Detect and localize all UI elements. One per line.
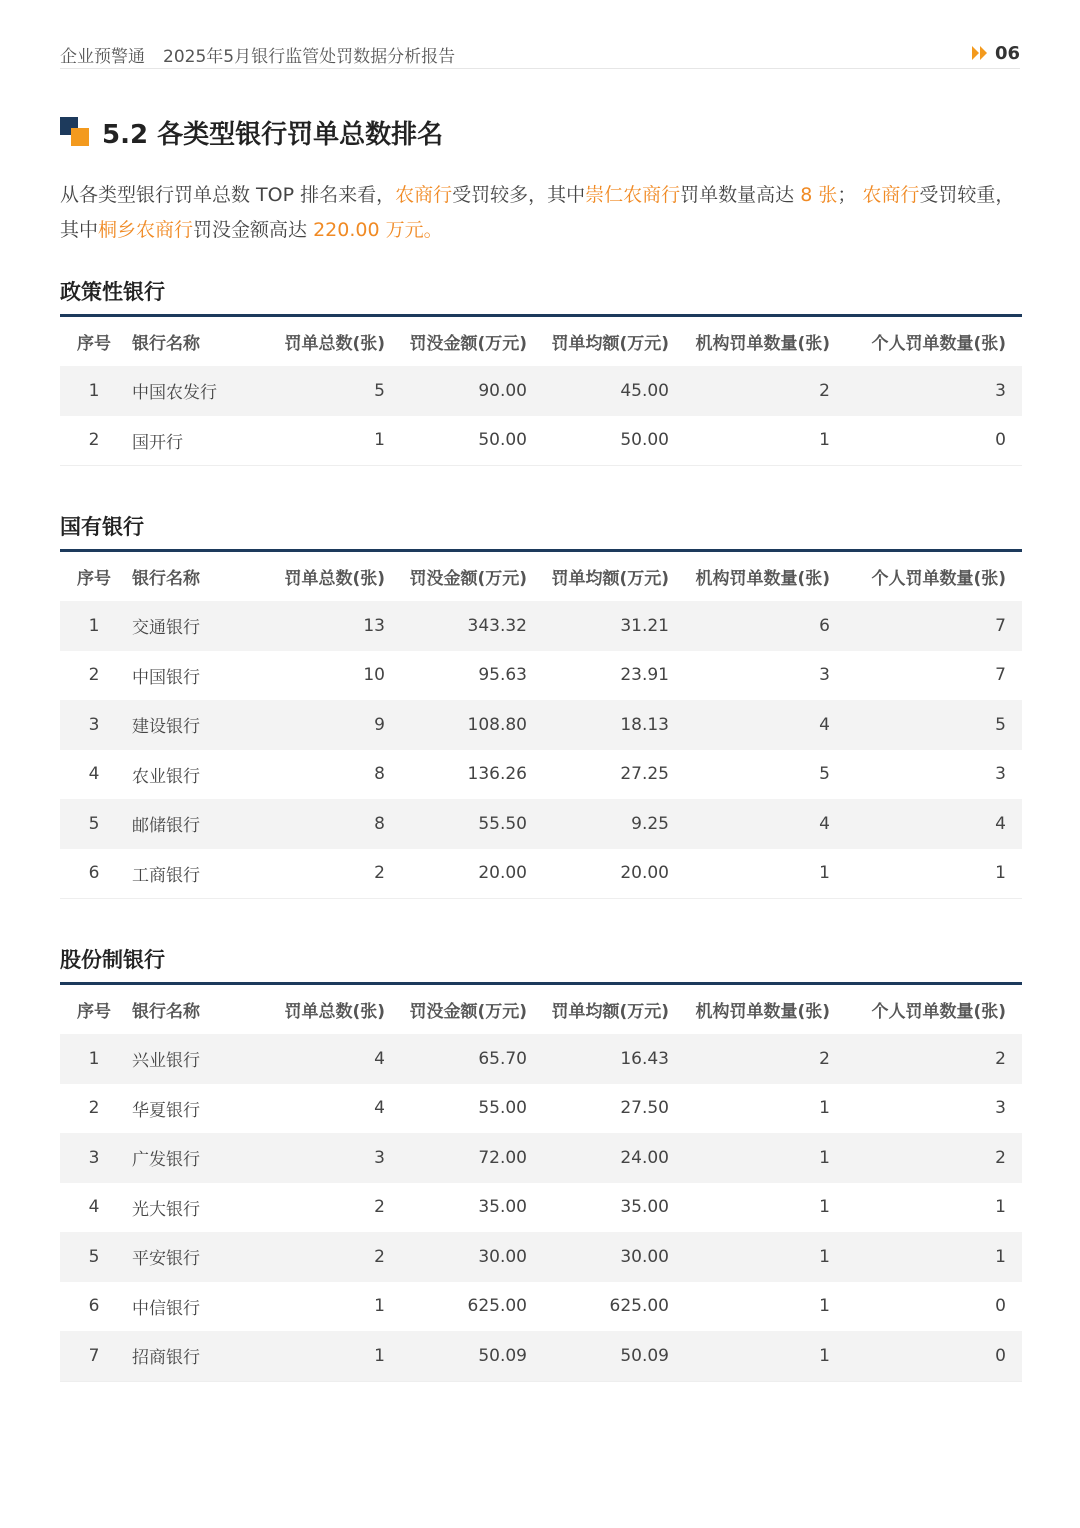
col-total-count-cell: 13 [276, 601, 401, 651]
header-col-index: 序号 [60, 316, 128, 367]
intro-highlight: 崇仁农商行 [585, 184, 681, 206]
joint-stock-bank-table [60, 982, 1022, 1382]
header-col-avg-amount: 罚单均额(万元) [543, 551, 685, 602]
col-avg-amount-cell: 45.00 [543, 366, 685, 416]
col-individual-count-cell: 4 [846, 799, 1022, 849]
col-avg-amount-cell: 50.09 [543, 1331, 685, 1381]
table-row [60, 1282, 1022, 1332]
col-index-cell: 2 [60, 416, 128, 466]
col-org-count-cell: 2 [685, 1034, 846, 1084]
col-fine-amount-cell: 50.09 [401, 1331, 543, 1381]
col-avg-amount-cell: 31.21 [543, 601, 685, 651]
col-fine-amount-cell: 50.00 [401, 416, 543, 466]
col-fine-amount-cell: 55.00 [478, 1098, 527, 1119]
col-index-cell: 7 [60, 1331, 128, 1381]
intro-highlight: 8 张 [800, 184, 838, 206]
brand-name: 企业预警通 [60, 47, 145, 67]
col-org-count-cell: 2 [685, 366, 846, 416]
col-bank-name-cell: 中信银行 [132, 1298, 200, 1319]
col-bank-name-cell: 招商银行 [128, 1331, 276, 1381]
col-avg-amount-cell: 24.00 [543, 1133, 685, 1183]
section-title: 5.2 各类型银行罚单总数排名 [102, 119, 444, 150]
col-total-count-cell: 2 [374, 1197, 385, 1218]
col-fine-amount-cell: 20.00 [401, 849, 543, 899]
col-index-cell: 4 [88, 1197, 100, 1218]
col-avg-amount-cell: 625.00 [609, 1296, 669, 1317]
header-left [60, 42, 455, 67]
col-index-cell: 4 [88, 764, 100, 785]
header-col-fine-amount: 罚没金额(万元) [401, 551, 543, 602]
intro-highlight: 220.00 万元。 [313, 219, 443, 241]
intro-text: 罚没金额高达 [193, 219, 314, 241]
col-individual-count-cell: 1 [846, 1232, 1022, 1282]
col-fine-amount-cell: 72.00 [401, 1133, 543, 1183]
col-individual-count-cell: 2 [846, 1133, 1022, 1183]
col-individual-count-cell: 7 [995, 665, 1006, 686]
col-total-count-cell: 8 [276, 799, 401, 849]
col-bank-name-cell: 中国农发行 [128, 366, 276, 416]
col-individual-count-cell: 3 [995, 1098, 1006, 1119]
col-avg-amount-cell: 50.00 [543, 416, 685, 466]
header-col-total-count: 罚单总数(张) [276, 984, 401, 1035]
col-individual-count-cell: 2 [846, 1034, 1022, 1084]
page-header [60, 40, 1020, 69]
col-fine-amount-cell: 625.00 [467, 1296, 527, 1317]
header-right [971, 40, 1020, 66]
col-index-cell: 6 [60, 849, 128, 899]
col-avg-amount-cell: 35.00 [620, 1197, 669, 1218]
col-fine-amount-cell: 108.80 [401, 700, 543, 750]
col-org-count-cell: 1 [685, 1331, 846, 1381]
intro-highlight: 农商行 [862, 184, 920, 206]
table-header-row [60, 984, 1022, 1035]
intro-text: ； [837, 184, 863, 206]
col-bank-name-cell: 华夏银行 [132, 1100, 200, 1121]
table-row [60, 651, 1022, 701]
table-row [60, 700, 1022, 750]
col-org-count-cell: 1 [819, 1296, 830, 1317]
col-total-count-cell: 3 [276, 1133, 401, 1183]
col-index-cell: 3 [60, 1133, 128, 1183]
policy-bank-table [60, 314, 1022, 466]
col-bank-name-cell: 工商银行 [128, 849, 276, 899]
col-bank-name-cell: 兴业银行 [128, 1034, 276, 1084]
group-title-joint-stock: 股份制银行 [60, 948, 165, 972]
col-index-cell: 1 [60, 366, 128, 416]
table-row [60, 366, 1022, 416]
col-total-count-cell: 4 [374, 1098, 385, 1119]
col-org-count-cell: 6 [685, 601, 846, 651]
col-total-count-cell: 1 [374, 1296, 385, 1317]
col-avg-amount-cell: 27.50 [620, 1098, 669, 1119]
col-individual-count-cell: 0 [846, 1331, 1022, 1381]
table-row [60, 1084, 1022, 1134]
header-col-fine-amount: 罚没金额(万元) [401, 984, 543, 1035]
col-fine-amount-cell: 30.00 [401, 1232, 543, 1282]
col-individual-count-cell: 3 [995, 764, 1006, 785]
col-individual-count-cell: 3 [846, 366, 1022, 416]
col-org-count-cell: 5 [819, 764, 830, 785]
col-avg-amount-cell: 9.25 [543, 799, 685, 849]
col-bank-name-cell: 平安银行 [128, 1232, 276, 1282]
col-fine-amount-cell: 55.50 [401, 799, 543, 849]
col-total-count-cell: 5 [276, 366, 401, 416]
intro-text: 受罚较多，其中 [452, 184, 586, 206]
col-org-count-cell: 1 [685, 416, 846, 466]
col-index-cell: 2 [88, 665, 100, 686]
col-individual-count-cell: 0 [846, 416, 1022, 466]
col-individual-count-cell: 5 [846, 700, 1022, 750]
col-org-count-cell: 4 [685, 700, 846, 750]
group-title-state: 国有银行 [60, 515, 144, 539]
page-number: 06 [994, 42, 1020, 64]
col-org-count-cell: 3 [819, 665, 830, 686]
intro-text: 从各类型银行罚单总数 TOP 排名来看， [60, 184, 396, 206]
table-row [60, 1183, 1022, 1233]
table-row [60, 849, 1022, 899]
col-org-count-cell: 4 [685, 799, 846, 849]
col-total-count-cell: 2 [276, 1232, 401, 1282]
intro-text: 受罚较重，其中 [60, 184, 1015, 241]
col-individual-count-cell: 7 [846, 601, 1022, 651]
col-total-count-cell: 9 [276, 700, 401, 750]
intro-paragraph [60, 178, 1030, 248]
table-row [60, 1331, 1022, 1381]
col-fine-amount-cell: 95.63 [478, 665, 527, 686]
col-index-cell: 1 [60, 1034, 128, 1084]
col-total-count-cell: 10 [363, 665, 385, 686]
section-squares-icon [60, 117, 90, 147]
header-col-bank-name: 银行名称 [128, 984, 276, 1035]
col-total-count-cell: 2 [276, 849, 401, 899]
state-bank-table [60, 549, 1022, 899]
header-col-total-count: 罚单总数(张) [276, 551, 401, 602]
header-col-fine-amount: 罚没金额(万元) [401, 316, 543, 367]
group-title-policy: 政策性银行 [60, 280, 165, 304]
header-col-individual-count: 个人罚单数量(张) [846, 984, 1022, 1035]
col-bank-name-cell: 广发银行 [128, 1133, 276, 1183]
col-index-cell: 3 [60, 700, 128, 750]
col-individual-count-cell: 1 [995, 1197, 1006, 1218]
col-fine-amount-cell: 35.00 [478, 1197, 527, 1218]
col-fine-amount-cell: 136.26 [467, 764, 527, 785]
col-index-cell: 5 [60, 799, 128, 849]
col-avg-amount-cell: 23.91 [620, 665, 669, 686]
section-heading [60, 112, 443, 152]
col-total-count-cell: 1 [276, 416, 401, 466]
col-avg-amount-cell: 20.00 [543, 849, 685, 899]
table-row [60, 1232, 1022, 1282]
col-total-count-cell: 4 [276, 1034, 401, 1084]
col-index-cell: 1 [60, 601, 128, 651]
table-row [60, 799, 1022, 849]
header-col-individual-count: 个人罚单数量(张) [846, 316, 1022, 367]
col-index-cell: 2 [88, 1098, 100, 1119]
col-fine-amount-cell: 90.00 [401, 366, 543, 416]
table-row [60, 1034, 1022, 1084]
header-col-individual-count: 个人罚单数量(张) [846, 551, 1022, 602]
col-individual-count-cell: 1 [846, 849, 1022, 899]
col-individual-count-cell: 0 [995, 1296, 1006, 1317]
col-avg-amount-cell: 18.13 [543, 700, 685, 750]
col-avg-amount-cell: 27.25 [620, 764, 669, 785]
col-avg-amount-cell: 16.43 [543, 1034, 685, 1084]
col-total-count-cell: 1 [276, 1331, 401, 1381]
double-chevron-right-icon [971, 45, 989, 61]
intro-text: 罚单数量高达 [680, 184, 801, 206]
col-org-count-cell: 1 [685, 849, 846, 899]
col-avg-amount-cell: 30.00 [543, 1232, 685, 1282]
col-bank-name-cell: 邮储银行 [128, 799, 276, 849]
col-bank-name-cell: 建设银行 [128, 700, 276, 750]
header-col-total-count: 罚单总数(张) [276, 316, 401, 367]
col-org-count-cell: 1 [685, 1232, 846, 1282]
col-bank-name-cell: 光大银行 [132, 1199, 200, 1220]
col-index-cell: 6 [88, 1296, 100, 1317]
col-index-cell: 5 [60, 1232, 128, 1282]
table-row [60, 601, 1022, 651]
table-header-row [60, 316, 1022, 367]
report-title: 2025年5月银行监管处罚数据分析报告 [163, 47, 456, 67]
intro-highlight: 农商行 [395, 184, 453, 206]
header-col-bank-name: 银行名称 [128, 316, 276, 367]
header-col-org-count: 机构罚单数量(张) [685, 984, 846, 1035]
col-org-count-cell: 1 [819, 1098, 830, 1119]
table-row [60, 750, 1022, 800]
col-total-count-cell: 8 [374, 764, 385, 785]
header-col-org-count: 机构罚单数量(张) [685, 316, 846, 367]
header-col-index: 序号 [60, 551, 128, 602]
header-col-index: 序号 [60, 984, 128, 1035]
col-fine-amount-cell: 343.32 [401, 601, 543, 651]
col-fine-amount-cell: 65.70 [401, 1034, 543, 1084]
col-org-count-cell: 1 [685, 1133, 846, 1183]
table-row [60, 416, 1022, 466]
col-bank-name-cell: 中国银行 [132, 667, 200, 688]
header-col-avg-amount: 罚单均额(万元) [543, 984, 685, 1035]
table-header-row [60, 551, 1022, 602]
col-bank-name-cell: 农业银行 [132, 766, 200, 787]
intro-highlight: 桐乡农商行 [98, 219, 194, 241]
header-col-avg-amount: 罚单均额(万元) [543, 316, 685, 367]
table-row [60, 1133, 1022, 1183]
col-bank-name-cell: 交通银行 [128, 601, 276, 651]
header-col-bank-name: 银行名称 [128, 551, 276, 602]
col-bank-name-cell: 国开行 [128, 416, 276, 466]
col-org-count-cell: 1 [819, 1197, 830, 1218]
header-col-org-count: 机构罚单数量(张) [685, 551, 846, 602]
